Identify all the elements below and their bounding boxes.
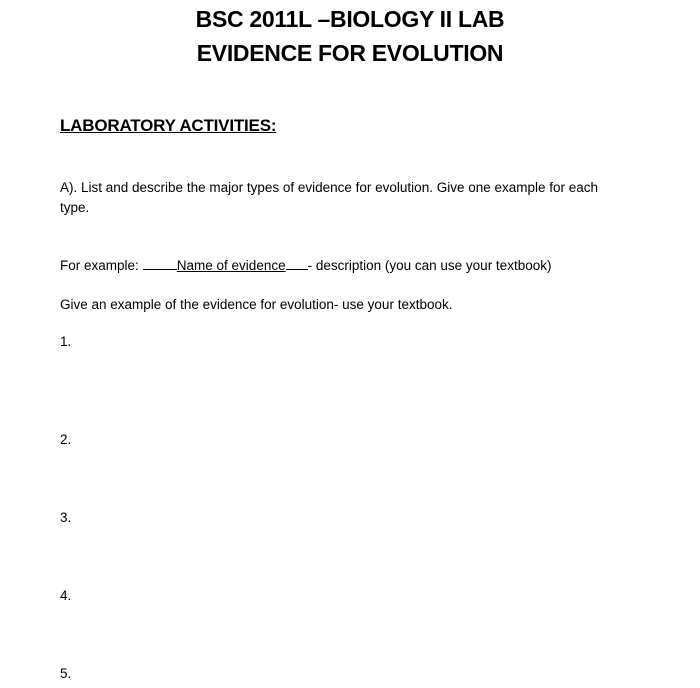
example-line (60, 256, 551, 276)
blank-line-tail (286, 256, 308, 270)
example-blank-label: Name of evidence (176, 258, 286, 273)
list-number-3: 3. (60, 510, 72, 525)
document-title-line-1: BSC 2011L –BIOLOGY II LAB (195, 6, 505, 32)
list-number-2: 2. (60, 432, 72, 447)
blank-line-lead (143, 256, 177, 270)
question-a-text: A). List and describe the major types of evidence for evolution. Give one example for each type. (60, 180, 599, 215)
example-prefix: For example: (60, 258, 139, 273)
list-number-1: 1. (60, 334, 72, 349)
example-suffix: - description (you can use your textbook) (307, 258, 552, 273)
list-number-4: 4. (60, 588, 72, 603)
instruction-text: Give an example of the evidence for evolution- use your textbook. (60, 297, 453, 312)
document-title-line-2: EVIDENCE FOR EVOLUTION (196, 40, 504, 66)
section-heading: LABORATORY ACTIVITIES: (60, 116, 277, 135)
list-number-5: 5. (60, 666, 72, 681)
